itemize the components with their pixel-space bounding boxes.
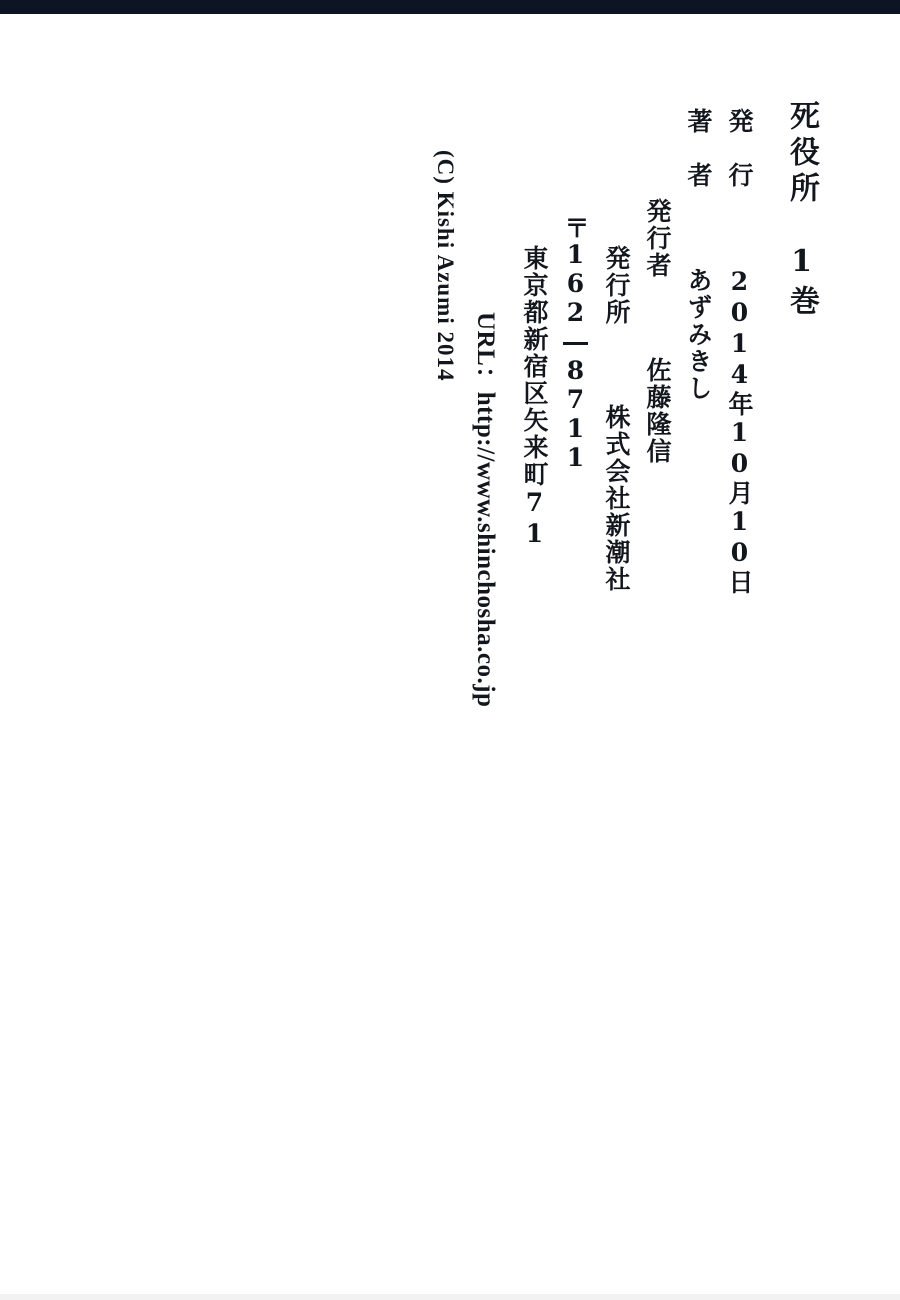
colophon-block (0, 90, 900, 770)
postal-code-value: 〒162―8711 (561, 215, 590, 472)
address-value: 東京都新宿区矢来町71 (520, 245, 549, 550)
author-value: あずみきし (684, 267, 713, 402)
publisher-person-label: 発行者 (643, 198, 672, 279)
publisher-url[interactable]: URL：http://www.shinchosha.co.jp (472, 312, 499, 708)
publisher-company-label: 発行所 (602, 245, 631, 326)
author-row (686, 108, 711, 402)
page-top-band (0, 0, 900, 14)
book-title: 死役所 1巻 (784, 100, 819, 321)
author-label: 著 者 (684, 108, 713, 189)
address-row (522, 245, 547, 550)
copyright-notice: (C) Kishi Azumi 2014 (433, 150, 458, 382)
publisher-company-value: 株式会社新潮社 (602, 404, 631, 593)
page-bottom-band (0, 1294, 900, 1300)
publication-date-value: 2014年10月10日 (725, 267, 754, 596)
publication-date-row (727, 108, 752, 596)
postal-code-row (563, 215, 588, 472)
publisher-company-row (604, 245, 629, 593)
publisher-person-value: 佐藤隆信 (643, 357, 672, 465)
publication-date-label: 発 行 (725, 108, 754, 189)
publisher-person-row (645, 198, 670, 465)
